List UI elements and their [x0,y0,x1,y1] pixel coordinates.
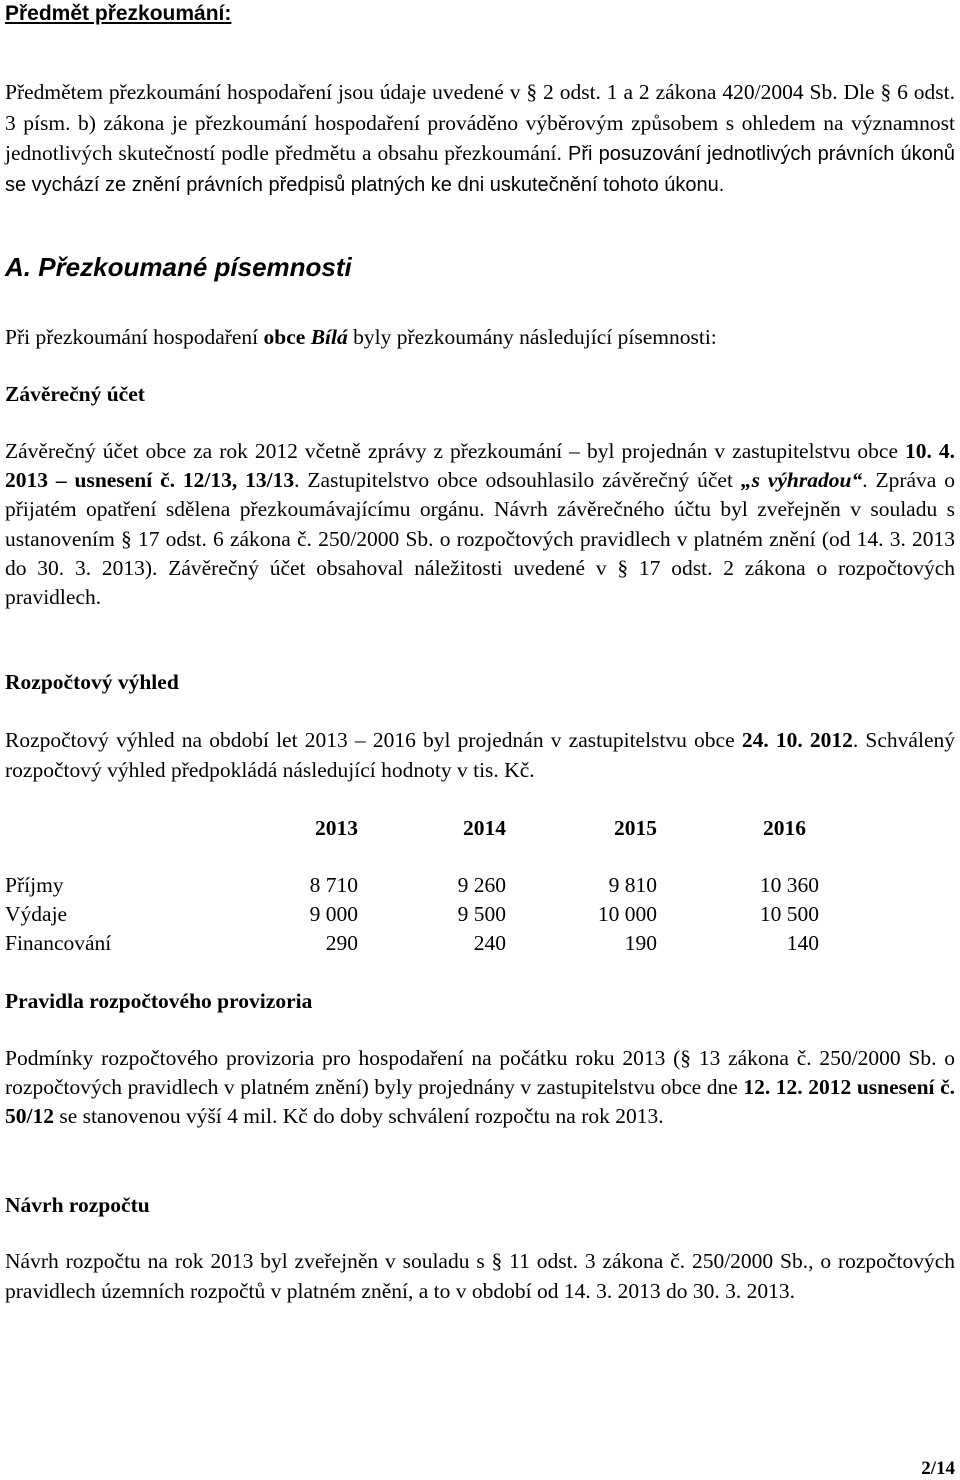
row-label: Příjmy [5,873,64,897]
section-a-title: A. Přezkoumané písemnosti [5,252,352,282]
table-cell: 9 260 [457,873,506,897]
zaverecny-title: Závěrečný účet [5,382,145,406]
table-cell: 190 [624,931,657,955]
table-cell: 9 000 [309,902,358,926]
navrh-title: Návrh rozpočtu [5,1193,150,1217]
intro-text: Předmětem přezkoumání hospodaření jsou údaje uvedené v § 2 odst. 1 a 2 zákona 420/2004 Sb. Dle § 6 odst. 3 písm. b) zákona je přezkoumání hospodaření prováděno výběrovým způsobem s ohledem na významnost jednotlivých skutečností podle předmětu a obsahu přezkoumání. [5,80,955,165]
table-cell: 8 710 [309,873,358,897]
vyhled-title: Rozpočtový výhled [5,670,179,694]
row-label: Financování [5,931,112,955]
page-number: 2/14 [921,1458,955,1479]
row-label: Výdaje [5,902,68,926]
year-header: 2013 [315,816,358,840]
year-header: 2016 [763,816,806,840]
section-heading: Předmět přezkoumání: [5,2,232,25]
table-cell: 140 [786,931,819,955]
table-cell: 10 360 [759,873,819,897]
provizorium-paragraph: Podmínky rozpočtového provizoria pro hospodaření na počátku roku 2013 (§ 13 zákona č. 250/2000 Sb. o rozpočtových pravidlech v platném znění) byly projednány v zastupitelstvu obce dne 12. 12. 2012 usnesení č. 50/12 se stanovenou výší 4 mil. Kč do doby schválení rozpočtu na rok 2013. [5,1046,955,1129]
provizorium-title: Pravidla rozpočtového provizoria [5,989,313,1013]
year-header: 2015 [614,816,657,840]
vyhled-paragraph: Rozpočtový výhled na období let 2013 – 2016 byl projednán v zastupitelstvu obce 24. 10. 2012. Schválený rozpočtový výhled předpokládá následující hodnoty v tis. Kč. [5,728,955,782]
year-header: 2014 [463,816,506,840]
navrh-paragraph: Návrh rozpočtu na rok 2013 byl zveřejněn v souladu s § 11 odst. 3 zákona č. 250/2000 Sb., o rozpočtových pravidlech územních rozpočtů v platném znění, a to v období od 14. 3. 2013 do 30. 3. 2013. [5,1249,955,1303]
table-cell: 240 [473,931,506,955]
table-cell: 10 000 [597,902,657,926]
intro-sans-text: Při posuzování jednotlivých právních úkonů se vychází ze znění právních předpisů platných ke dni uskutečnění tohoto úkonu. [5,143,955,196]
section-a-lead: Při přezkoumání hospodaření obce Bílá byly přezkoumány následující písemnosti: [5,325,717,349]
table-cell: 9 810 [608,873,657,897]
table-cell: 9 500 [457,902,506,926]
intro-paragraph [5,77,955,200]
table-cell: 10 500 [759,902,819,926]
zaverecny-paragraph: Závěrečný účet obce za rok 2012 včetně zprávy z přezkoumání – byl projednán v zastupitelstvu obce 10. 4. 2013 – usnesení č. 12/13, 13/13. Zastupitelstvo obce odsouhlasilo závěrečný účet „s výhradou“. Zpráva o přijatém opatření sdělena přezkoumávajícímu orgánu. Návrh závěrečného účtu byl zveřejněn v souladu s ustanovením § 17 odst. 6 zákona č. 250/2000 Sb. o rozpočtových pravidlech v platném znění (od 14. 3. 2013 do 30. 3. 2013). Závěrečný účet obsahoval náležitosti uvedené v § 17 odst. 2 zákona o rozpočtových pravidlech. [5,439,956,610]
table-cell: 290 [325,931,358,955]
